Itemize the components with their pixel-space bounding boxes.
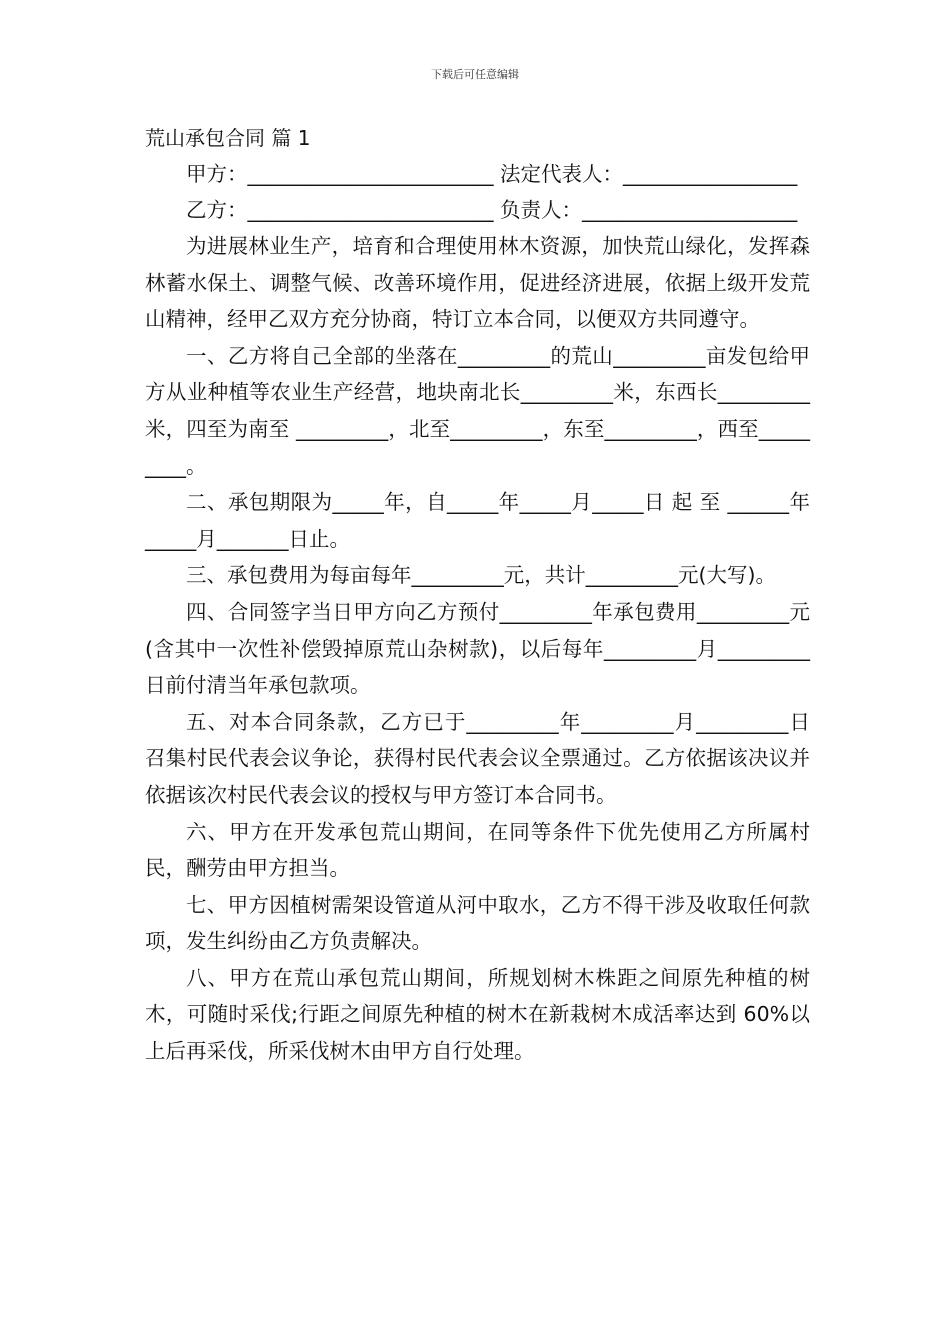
party-a-line: 甲方：________________________ 法定代表人：_________________ bbox=[186, 162, 798, 186]
document-title: 荒山承包合同 篇 1 bbox=[145, 126, 311, 150]
clause-6: 六、甲方在开发承包荒山期间，在同等条件下优先使用乙方所属村民，酬劳由甲方担当。 bbox=[145, 819, 810, 881]
clause-1: 一、乙方将自己全部的坐落在_________的荒山_________亩发包给甲方从业种植等农业生产经营，地块南北长_________米，东西长_________米，四至为南至 _________，北至_________，东至_________，西至_________。 bbox=[145, 343, 810, 478]
page-header: 下载后可任意编辑 bbox=[431, 68, 519, 81]
clause-5: 五、对本合同条款，乙方已于_________年_________月_________日召集村民代表会议争论，获得村民代表会议全票通过。乙方依据该决议并依据该次村民代表会议的授权与甲方签订本合同书。 bbox=[145, 709, 810, 807]
contract-body bbox=[145, 120, 810, 1070]
party-b-line: 乙方：________________________ 负责人：_____________________ bbox=[186, 198, 798, 222]
clause-8: 八、甲方在荒山承包荒山期间，所规划树木株距之间原先种植的树木，可随时采伐;行距之间原先种植的树木在新栽树木成活率达到 60%以上后再采伐，所采伐树木由甲方自行处理。 bbox=[145, 965, 810, 1064]
clause-7: 七、甲方因植树需架设管道从河中取水，乙方不得干涉及收取任何款项，发生纠纷由乙方负责解决。 bbox=[145, 892, 810, 954]
preamble-paragraph: 为进展林业生产，培育和合理使用林木资源，加快荒山绿化，发挥森林蓄水保土、调整气候、改善环境作用，促进经济进展，依据上级开发荒山精神，经甲乙双方充分协商，特订立本合同，以便双方共同遵守。 bbox=[145, 234, 810, 332]
clause-3: 三、承包费用为每亩每年_________元，共计_________元(大写)。 bbox=[186, 563, 776, 588]
clause-4: 四、合同签字当日甲方向乙方预付_________年承包费用_________元(含其中一次性补偿毁掉原荒山杂树款)，以后每年_________月_________日前付清当年承包款项。 bbox=[145, 599, 810, 698]
clause-2: 二、承包期限为_____年，自_____年_____月_____日 起 至 ______年_____月_______日止。 bbox=[145, 490, 810, 551]
